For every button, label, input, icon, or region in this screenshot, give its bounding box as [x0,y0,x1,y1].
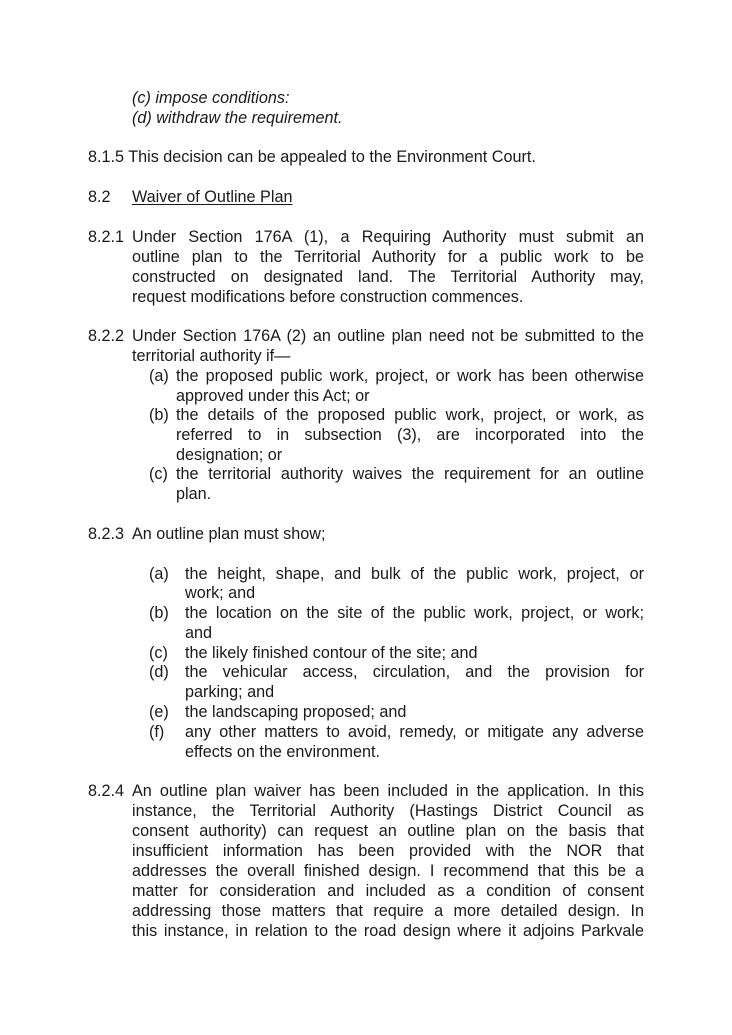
p823-item-d-label: (d) [149,663,169,681]
p822-item-c-line-2: plan. [176,485,212,503]
p824-line-3: consent authority) can request an outline plan on the basis that [132,822,644,840]
p823-item-d-line-2: parking; and [185,683,275,701]
section-title-waiver: Waiver of Outline Plan [132,188,293,206]
p823-item-f-line-1: any other matters to avoid, remedy, or mitigate any adverse [185,723,644,741]
p822-item-b-line-2: referred to in subsection (3), are incorporated into the [176,426,644,444]
paragraph-number-8-2-3: 8.2.3 [88,525,125,543]
p821-line-2: outline plan to the Territorial Authority for a public work to be [132,248,644,266]
section-number-8-2: 8.2 [88,188,111,206]
p823-item-b-line-1: the location on the site of the public work, project, or work; [185,604,644,622]
p822-line-1: Under Section 176A (2) an outline plan need not be submitted to the [132,327,644,345]
p824-line-6: matter for consideration and included as a condition of consent [132,882,644,900]
p823-item-f-line-2: effects on the environment. [185,743,380,761]
p824-line-8: this instance, in relation to the road design where it adjoins Parkvale [132,922,644,940]
p823-item-a-line-2: work; and [185,584,256,602]
p824-line-1: An outline plan waiver has been included in the application. In this [132,782,644,800]
p823-item-b-label: (b) [149,604,169,622]
p824-line-7: addressing those matters that require a more detailed design. In [132,902,644,920]
intro-item-d: (d) withdraw the requirement. [132,109,343,127]
intro-item-c: (c) impose conditions: [132,89,290,107]
p823-item-e-label: (e) [149,703,169,721]
p822-item-a-line-2: approved under this Act; or [176,387,370,405]
paragraph-number-8-2-2: 8.2.2 [88,327,125,345]
p822-item-a-label: (a) [149,367,169,385]
p823-item-e-line-1: the landscaping proposed; and [185,703,407,721]
p822-item-b-line-1: the details of the proposed public work, project, or work, as [176,406,644,424]
p822-item-c-line-1: the territorial authority waives the requirement for an outline [176,465,644,483]
p823-item-a-line-1: the height, shape, and bulk of the public work, project, or [185,565,644,583]
p822-item-c-label: (c) [149,465,168,483]
p823-item-b-line-2: and [185,624,213,642]
paragraph-8-1-5: 8.1.5 This decision can be appealed to the Environment Court. [88,148,536,166]
p822-item-a-line-1: the proposed public work, project, or work has been otherwise [176,367,644,385]
p821-line-1: Under Section 176A (1), a Requiring Authority must submit an [132,228,644,246]
p821-line-4: request modifications before construction commences. [132,288,524,306]
p821-line-3: constructed on designated land. The Territorial Authority may, [132,268,644,286]
paragraph-number-8-2-1: 8.2.1 [88,228,125,246]
p824-line-5: addresses the overall finished design. I recommend that this be a [132,862,644,880]
p822-line-2: territorial authority if— [132,347,291,365]
p822-item-b-line-3: designation; or [176,446,283,464]
p823-item-a-label: (a) [149,565,169,583]
p824-line-2: instance, the Territorial Authority (Hastings District Council as [132,802,644,820]
p823-item-f-label: (f) [149,723,165,741]
paragraph-number-8-2-4: 8.2.4 [88,782,125,800]
p822-item-b-label: (b) [149,406,169,424]
p824-line-4: insufficient information has been provided with the NOR that [132,842,644,860]
p823-item-c-label: (c) [149,644,168,662]
p823-item-d-line-1: the vehicular access, circulation, and the provision for [185,663,644,681]
p823-item-c-line-1: the likely finished contour of the site; and [185,644,478,662]
p823-intro: An outline plan must show; [132,525,326,543]
